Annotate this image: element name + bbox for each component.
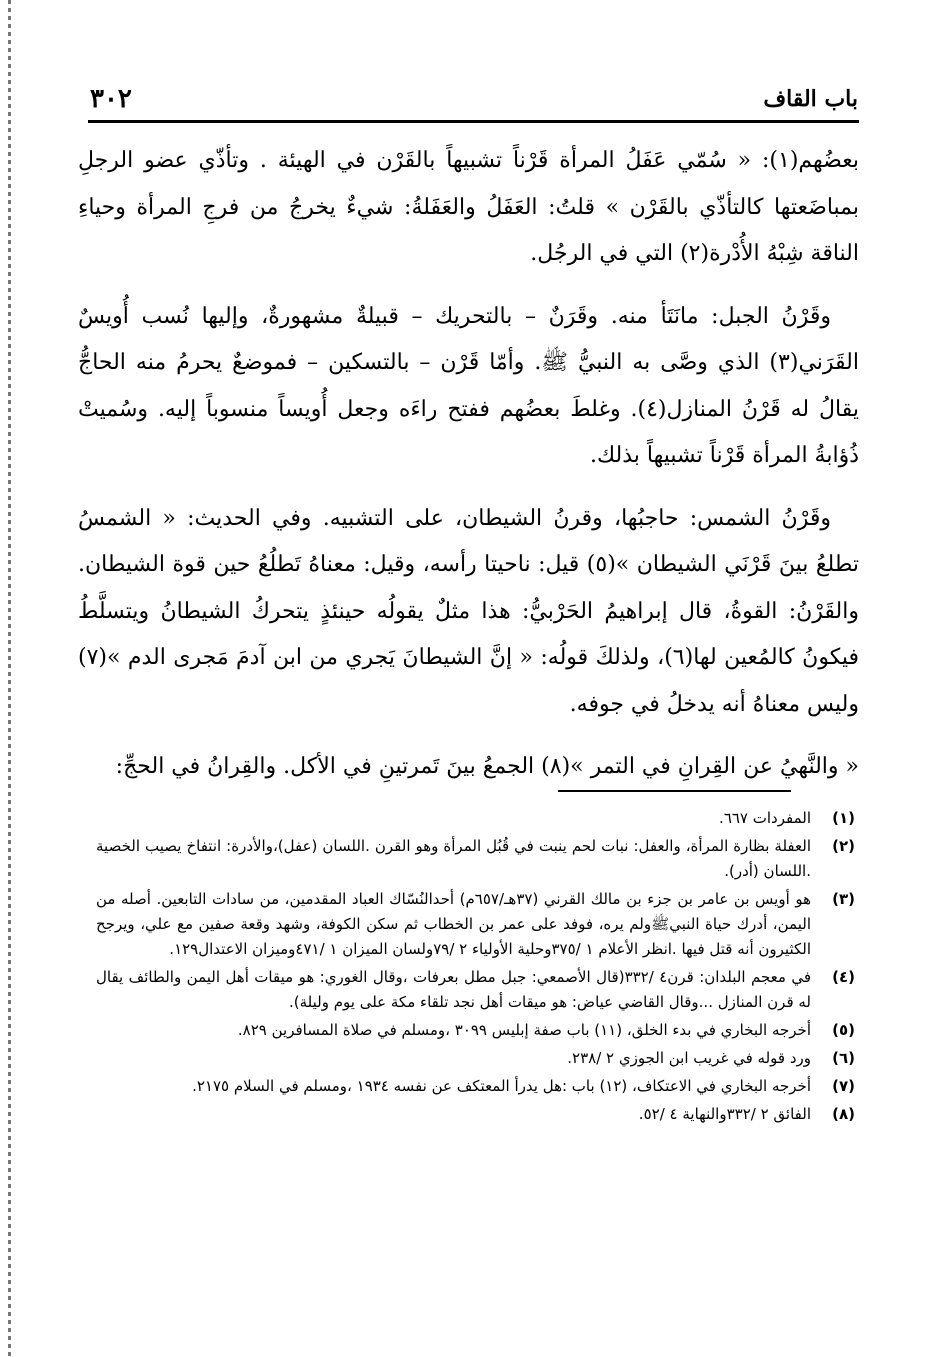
footnote-text: في معجم البلدان: قرن٤ /٣٣٢(قال الأصمعي: جبل مطل بعرفات ،وقال الغوري: هو ميقات أهل اليمن والطائف يقال له قرن المنازل ...وقال القاضي عياض: هو ميقات أهل نجد تلقاء مكة على يوم وليلة). [96, 968, 812, 1011]
footnote [96, 1018, 855, 1043]
main-text [78, 138, 859, 807]
paragraph: وقَرْنُ الشمس: حاجبُها، وقرنُ الشيطان، على التشبيه. وفي الحديث: « الشمسُ تطلعُ بينَ قَرْنَي الشيطان »(٥) قيل: ناحيتا رأسه، وقيل: معناهُ تَطلُعُ حين قوة الشيطان. والقَرْنُ: القوةُ، قال إبراهيمُ الحَرْبيُّ: هذا مثلٌ يقولُه حينئذٍ يتحركُ الشيطانُ ويتسلَّطُ فيكونُ كالمُعين لها(٦)، ولذلكَ قولُه: « إنَّ الشيطانَ يَجري من ابن آدمَ مَجرى الدم »(٧) وليس معناهُ أنه يدخلُ في جوفه. [78, 505, 860, 717]
header-rule [88, 120, 859, 123]
footnote [96, 1046, 855, 1071]
footnote-text: العفلة بظارة المرأة، والعفل: نبات لحم ينبت في قُبُل المرأة وهو القرن .اللسان (عفل)،والأدرة: انتفاخ يصيب الخصية .اللسان (أدر). [96, 837, 811, 880]
footnote [96, 965, 855, 1015]
footnote-number: (٢) [832, 837, 855, 855]
footnote-number: (١) [832, 809, 855, 827]
footnote-number: (٧) [832, 1077, 855, 1095]
scan-border [8, 0, 11, 1357]
footnote [96, 806, 855, 831]
footnote-text: هو أويس بن عامر بن جزء بن مالك القرني (٣٧هـ/٦٥٧م) أحدالنُسّاك العباد المقدمين، من سادات التابعين. أصله من اليمن، أدرك حياة النبيﷺولم يره، فوفد على عمر بن الخطاب ثم سكن الكوفة، وشهد وقعة صفين مع علي، ويرجح الكثيرون أنه قتل فيها .انظر الأعلام ١ /٣٧٥وحلية الأولياء ٢ /٧٩ولسان الميزان ١ /٤٧١وميزان الاعتدال١٢٩. [96, 890, 811, 958]
footnote-number: (٤) [832, 968, 855, 986]
paragraph: بعضُهم(١): « سُمّي عَفَلُ المرأة قَرْناً تشبيهاً بالقَرْن في الهيئة . وتأذّي عضو الرجلِ بمباضَعتها كالتأذّي بالقَرْن » قلتُ: العَفَلُ والعَفَلةُ: شيءٌ يخرجُ من فرجِ المرأة وحياءِ الناقة شِبْهُ الأُدْرة(٢) التي في الرجُل. [78, 148, 859, 266]
footnote-text: الفائق ٢ /٣٣٢والنهاية ٤ /٥٢. [638, 1105, 811, 1123]
paragraph: وقَرْنُ الجبل: مانَتَأ منه. وقَرَنٌ – بالتحريك – قبيلةٌ مشهورةٌ، وإليها نُسب أُويسٌ القَرَني(٣) الذي وصَّى به النبيُّ ﷺ. وأمّا قَرْن – بالتسكين – فموضعٌ يحرمُ منه الحاجُّ يقالُ له قَرْنُ المنازل(٤). وغلطَ بعضُهم ففتح راءَه وجعل أُويساً منسوباً إليه. وسُميتْ ذُؤابةُ المرأة قَرْناً تشبيهاً بذلك. [78, 303, 859, 468]
page-number: ٣٠٢ [90, 84, 132, 114]
footnote-text: المفردات ٦٦٧. [719, 809, 811, 827]
chapter-title: باب القاف [763, 86, 858, 112]
footnote [96, 834, 855, 884]
paragraph: « والنَّهيُ عن القِرانِ في التمر »(٨) الجمعُ بينَ تَمرتينِ في الأكل. والقِرانُ في الحجِّ: [115, 754, 859, 779]
footnote-text: أخرجه البخاري في بدء الخلق، (١١) باب صفة إبليس ٣٠٩٩ ،ومسلم في صلاة المسافرين ٨٢٩. [237, 1021, 811, 1039]
footnote-rule [558, 790, 791, 792]
footnote [96, 1074, 855, 1099]
page-header [90, 82, 858, 116]
footnote-text: أخرجه البخاري في الاعتكاف، (١٢) باب :هل يدرأ المعتكف عن نفسه ١٩٣٤ ،ومسلم في السلام ٢١٧٥. [192, 1077, 811, 1095]
footnote [96, 887, 855, 962]
footnote-number: (٦) [832, 1049, 855, 1067]
footnote-number: (٨) [832, 1105, 855, 1123]
footnote-text: ورد قوله في غريب ابن الجوزي ٢ /٢٣٨. [567, 1049, 811, 1067]
footnote-number: (٥) [832, 1021, 855, 1039]
footnote [96, 1102, 855, 1127]
footnote-number: (٣) [832, 890, 855, 908]
footnotes [96, 806, 855, 1130]
